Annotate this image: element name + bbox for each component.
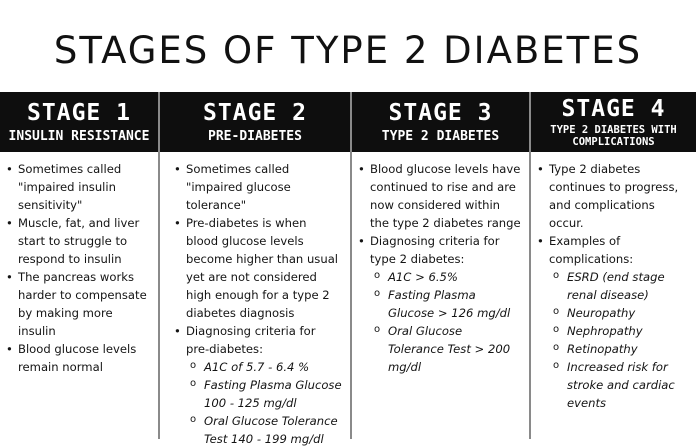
criteria-list <box>370 268 521 376</box>
criteria-item: o Oral Glucose Tolerance Test 140 - 199 mg/dl <box>186 412 342 448</box>
criteria-item: o Fasting Plasma Glucose 100 - 125 mg/dl <box>186 376 342 412</box>
bullet-text: Examples of complications: <box>549 234 634 266</box>
bullet-text: Diagnosing criteria for pre-diabetes: <box>186 324 316 356</box>
stage-name: TYPE 2 DIABETES <box>381 129 500 144</box>
stage-3-column <box>352 92 529 439</box>
bullet-item: • Pre-diabetes is when blood glucose levels become higher than usual yet are not considered high enough for a type 2 diabetes diagnosis <box>174 214 342 322</box>
bullet-item: • Muscle, fat, and liver start to struggle to respond to insulin <box>6 214 150 268</box>
bullet-list <box>174 160 342 448</box>
bullet-text: Diagnosing criteria for type 2 diabetes: <box>370 234 500 266</box>
stage-1-header <box>0 92 158 152</box>
bullet-item <box>537 232 688 412</box>
criteria-item: o Oral Glucose Tolerance Test > 200 mg/dl <box>370 322 521 376</box>
stage-1-column <box>0 92 158 439</box>
criteria-list <box>186 358 342 448</box>
stage-2-header <box>160 92 350 152</box>
bullet-item <box>174 322 342 448</box>
complication-item: o Nephropathy <box>549 322 688 340</box>
stage-3-body <box>352 152 529 376</box>
stage-number: STAGE 2 <box>203 100 307 126</box>
bullet-item: • Blood glucose levels have continued to rise and are now considered within the type 2 diabetes range <box>358 160 521 232</box>
complication-item: o ESRD (end stage renal disease) <box>549 268 688 304</box>
bullet-list <box>537 160 688 412</box>
complication-item: o Retinopathy <box>549 340 688 358</box>
bullet-item: • Blood glucose levels remain normal <box>6 340 150 376</box>
stage-3-header <box>352 92 529 152</box>
stage-1-body <box>0 152 158 376</box>
stage-number: STAGE 4 <box>561 96 666 122</box>
criteria-item: o A1C > 6.5% <box>370 268 521 286</box>
page-title: STAGES OF TYPE 2 DIABETES <box>53 29 643 72</box>
bullet-item <box>358 232 521 376</box>
bullet-list <box>358 160 521 376</box>
complication-item: o Neuropathy <box>549 304 688 322</box>
stage-name: INSULIN RESISTANCE <box>8 129 150 144</box>
bullet-list <box>6 160 150 376</box>
stage-number: STAGE 3 <box>388 100 493 126</box>
stage-name: PRE-DIABETES <box>208 129 302 144</box>
bullet-item: • Sometimes called "impaired glucose tolerance" <box>174 160 342 214</box>
stage-4-header <box>531 92 696 152</box>
complication-item: o Increased risk for stroke and cardiac events <box>549 358 688 412</box>
bullet-item: • Sometimes called "impaired insulin sensitivity" <box>6 160 150 214</box>
stage-2-body <box>160 152 350 448</box>
bullet-item: • The pancreas works harder to compensate by making more insulin <box>6 268 150 340</box>
bullet-item: • Type 2 diabetes continues to progress, and complications occur. <box>537 160 688 232</box>
stage-name-line-1: TYPE 2 DIABETES WITH <box>550 124 677 136</box>
criteria-item: o A1C of 5.7 - 6.4 % <box>186 358 342 376</box>
stage-4-body <box>531 152 696 412</box>
stage-4-column <box>531 92 696 439</box>
complications-list <box>549 268 688 412</box>
stage-number: STAGE 1 <box>27 100 131 126</box>
stage-2-column <box>160 92 350 446</box>
criteria-item: o Fasting Plasma Glucose > 126 mg/dl <box>370 286 521 322</box>
stage-name-line-2: COMPLICATIONS <box>572 136 655 148</box>
